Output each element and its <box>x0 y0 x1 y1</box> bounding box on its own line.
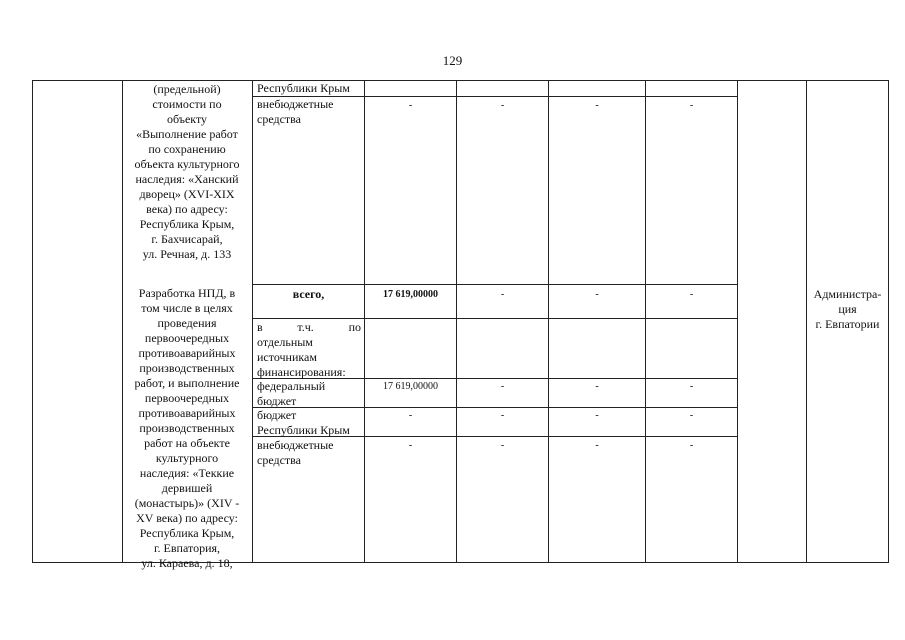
table-border-top <box>32 80 888 81</box>
col-border <box>456 80 457 563</box>
col-border <box>888 80 889 563</box>
amount-cell: - <box>500 410 505 421</box>
amount-cell: 17 619,00000 <box>383 381 438 392</box>
amount-cell: - <box>408 100 413 111</box>
amount-cell: - <box>595 289 599 300</box>
amount-cell: - <box>408 410 413 421</box>
object-description: (предельной) стоимости по объекту «Выполнение работ по сохранению объекта культурного наследия: «Ханский дворец» (XVI-XIX века) по адресу: Республика Крым, г. Бахчисарай, ул. Речная, д. 133 <box>134 82 240 261</box>
col-border <box>548 80 549 563</box>
funding-source-label: в т.ч. по отдельным источникам финансирования: <box>257 320 361 379</box>
amount-cell: - <box>500 100 505 111</box>
amount-cell: 17 619,00000 <box>383 289 438 300</box>
funding-source-label: всего, <box>292 287 325 301</box>
object-description: Разработка НПД, в том числе в целях проведения первоочередных противоаварийных производственных работ, и выполнение первоочередных противоаварийных производственных работ на объекте культурного наследия: «Теккие дервишей (монастырь)» (XIV - XV века) по адресу: Республика Крым, г. Евпатория, ул. Караева, д. 18, <box>134 286 240 570</box>
block-separator <box>252 284 737 285</box>
col-border <box>645 80 646 563</box>
funding-source-label: федеральный бюджет <box>257 379 326 408</box>
col-border <box>32 80 33 563</box>
funding-source-label: внебюджетные средства <box>257 438 334 467</box>
amount-cell: - <box>689 381 694 392</box>
amount-cell: - <box>595 410 599 421</box>
funding-source-label: бюджет Республики Крым <box>257 408 350 437</box>
col-border <box>364 80 365 563</box>
col-border <box>806 80 807 563</box>
executor-name: Администра- ция г. Евпатории <box>813 287 882 331</box>
amount-cell: - <box>500 440 505 451</box>
page-number: 129 <box>442 53 463 68</box>
col-border <box>122 80 123 563</box>
col-border <box>252 80 253 563</box>
amount-cell: - <box>595 381 599 392</box>
amount-cell: - <box>595 100 599 111</box>
funding-source-label: внебюджетные средства <box>257 97 334 126</box>
amount-cell: - <box>500 289 505 300</box>
amount-cell: - <box>595 440 599 451</box>
amount-cell: - <box>500 381 505 392</box>
amount-cell: - <box>689 410 694 421</box>
amount-cell: - <box>689 100 694 111</box>
amount-cell: - <box>408 440 413 451</box>
funding-source-label: Республики Крым <box>257 81 350 95</box>
col-border <box>737 80 738 563</box>
amount-cell: - <box>689 440 694 451</box>
amount-cell: - <box>689 289 694 300</box>
row-separator <box>252 318 737 319</box>
